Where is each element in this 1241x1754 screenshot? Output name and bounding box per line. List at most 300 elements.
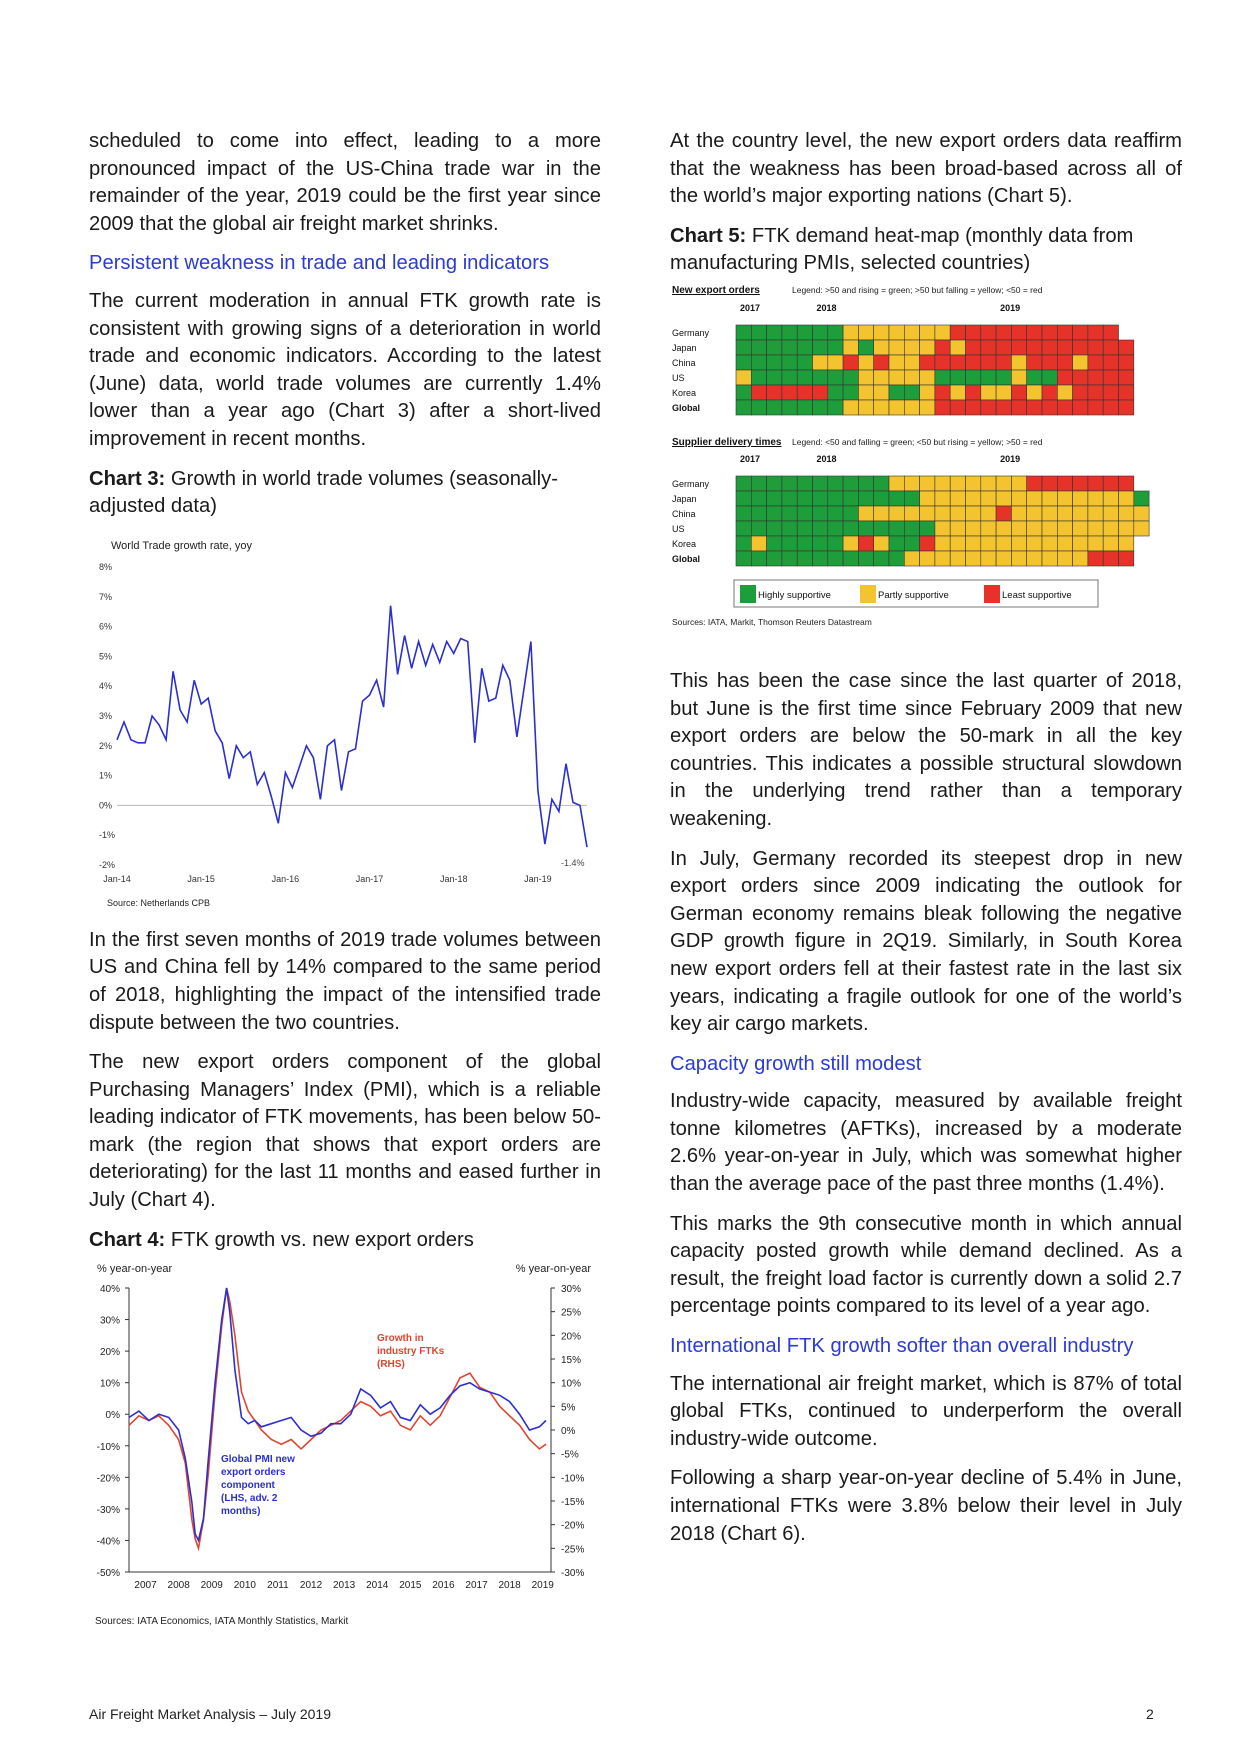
heat-cell [966,536,981,551]
heat-cell [1027,551,1042,566]
heat-cell [782,476,797,491]
paragraph: Following a sharp year-on-year decline of 5.4% in June, international FTKs were 3.8% below their level in July 2018 (Chart 6). [670,1467,1182,1545]
heat-cell [889,370,904,385]
heat-cell [1057,355,1072,370]
heat-cell [874,400,889,415]
chart-label: Chart 3: [89,467,166,490]
heat-cell [1027,506,1042,521]
heat-cell [858,536,873,551]
heat-cell [858,325,873,340]
heat-cell [935,491,950,506]
heat-cell [858,370,873,385]
section-heading: Persistent weakness in trade and leading indicators [89,252,550,275]
heat-cell [874,491,889,506]
x-tick-label: 2019 [531,1580,554,1592]
heat-cell [1027,521,1042,536]
heat-cell [1027,355,1042,370]
x-tick-label: 2018 [498,1580,521,1592]
x-tick-label: 2015 [399,1580,422,1592]
panel-legend: Legend: >50 and rising = green; >50 but falling = yellow; <50 = red [792,284,1043,295]
year-label: 2019 [1000,453,1021,464]
heat-cell [950,355,965,370]
heat-cell [782,551,797,566]
y-tick-label: 3% [99,710,113,721]
legend-label: Highly supportive [758,589,831,601]
heat-cell [828,325,843,340]
heat-cell [828,385,843,400]
heat-cell [889,506,904,521]
x-tick-label: 2012 [299,1580,323,1592]
heat-cell [1042,491,1057,506]
heat-cell [966,385,981,400]
heat-cell [920,536,935,551]
heat-cell [1088,385,1103,400]
heat-cell [1088,521,1103,536]
heat-cell [889,355,904,370]
heat-map-legend [734,580,1098,607]
heat-cell [1088,491,1103,506]
heat-cell [981,355,996,370]
x-tick-label: 2011 [267,1580,289,1592]
heat-cell [935,536,950,551]
heat-cell [736,491,751,506]
chart-3-world-trade [89,525,601,915]
heat-cell [1057,385,1072,400]
y-tick-label-right: -30% [561,1568,585,1580]
y-tick-label-right: -25% [561,1544,585,1556]
heat-cell [966,506,981,521]
heat-cell [782,370,797,385]
heat-cell [813,536,828,551]
trade-growth-line [117,605,587,846]
heat-cell [828,340,843,355]
blue-label-line: months) [221,1506,261,1518]
heat-cell [751,476,766,491]
heat-cell [1042,551,1057,566]
heat-cell [751,400,766,415]
heat-cell [981,385,996,400]
row-label: US [672,372,685,383]
heat-cell [813,476,828,491]
heat-cell [966,355,981,370]
heat-cell [935,385,950,400]
heat-cell [981,325,996,340]
y-tick-label-right: -20% [561,1520,585,1532]
y-tick-label: 0% [99,800,113,811]
blue-label-line: export orders [221,1467,286,1479]
heat-cell [874,340,889,355]
heat-cell [767,521,782,536]
heat-cell [1073,340,1088,355]
chart-source: Sources: IATA, Markit, Thomson Reuters Datastream [672,616,872,627]
heat-cell [1073,325,1088,340]
x-tick-label: 2013 [333,1580,356,1592]
heat-cell [920,355,935,370]
heat-cell [843,506,858,521]
heat-cell [751,370,766,385]
heat-cell [1073,355,1088,370]
heat-cell [950,476,965,491]
heat-cell [1119,521,1134,536]
heat-cell [1103,355,1118,370]
heat-cell [874,551,889,566]
year-label: 2018 [816,302,837,313]
row-label: Germany [672,478,710,489]
heat-cell [1119,400,1134,415]
chart-3-caption [89,466,601,521]
heat-cell [782,521,797,536]
heat-cell [1011,506,1026,521]
heat-cell [1027,385,1042,400]
heat-cell [996,491,1011,506]
heat-cell [935,551,950,566]
legend-label: Partly supportive [878,589,949,601]
heat-cell [996,385,1011,400]
blue-series-label [221,1454,295,1517]
heat-cell [1073,385,1088,400]
y-tick-label-left: -10% [96,1442,120,1454]
heat-cell [797,476,812,491]
heat-cell [813,370,828,385]
x-tick-label: Jan-15 [187,873,215,884]
heat-cell [1011,536,1026,551]
paragraph: The current moderation in annual FTK growth rate is consistent with growing signs of a deterioration in world trade and economic indicators. According to the latest (June) data, world trade volumes are currently 1.4% lower than a year ago (Chart 3) after a short-lived improvement in recent months. [89,289,601,450]
heat-cell [950,551,965,566]
x-tick-label: Jan-18 [439,873,468,884]
heat-cell [920,506,935,521]
y-tick-label-right: -15% [561,1497,585,1509]
heat-cell [1042,506,1057,521]
heat-cell [920,340,935,355]
heat-cell [1042,325,1057,340]
heat-cell [1088,551,1103,566]
legend-swatch-yellow [860,585,876,603]
heat-cell [782,400,797,415]
heat-cell [843,521,858,536]
heat-cell [751,551,766,566]
row-label: Global [672,553,701,564]
y-tick-label: 7% [99,591,113,602]
heat-cell [797,340,812,355]
heat-cell [736,476,751,491]
heat-cell [1103,521,1118,536]
legend-label: Least supportive [1002,589,1072,601]
heat-cell [950,491,965,506]
heat-cell [1057,506,1072,521]
heat-cell [767,491,782,506]
heat-cell [1103,400,1118,415]
heat-cell [1027,536,1042,551]
heat-cell [981,340,996,355]
heat-cell [736,551,751,566]
heat-cell [1134,491,1149,506]
heat-cell [1011,340,1026,355]
heat-cell [1011,551,1026,566]
y-tick-label-left: 10% [99,1378,120,1390]
heat-cell [889,521,904,536]
heat-cell [889,491,904,506]
heat-cell [813,551,828,566]
heat-cell [767,476,782,491]
heat-cell [966,325,981,340]
heat-cell [813,385,828,400]
heat-cell [736,385,751,400]
heat-cell [782,340,797,355]
paragraph: In the first seven months of 2019 trade volumes between US and China fell by 14% compared to the same period of 2018, highlighting the impact of the intensified trade dispute between the two countries. [89,928,601,1034]
heat-cell [767,325,782,340]
heat-cell [874,325,889,340]
heat-cell [843,385,858,400]
heat-cell [889,340,904,355]
y-tick-label: 1% [99,770,113,781]
heat-cell [874,506,889,521]
legend-swatch-green [740,585,756,603]
heat-cell [1103,491,1118,506]
heat-cell [996,400,1011,415]
x-tick-label: Jan-14 [103,873,131,884]
heat-cell [797,370,812,385]
heat-cell [966,400,981,415]
heat-cell [981,521,996,536]
heat-cell [843,325,858,340]
row-label: China [672,508,696,519]
panel-title: New export orders [672,284,760,296]
y-tick-label-left: 40% [99,1284,120,1296]
heat-cell [889,385,904,400]
chart-4-caption [89,1227,601,1255]
heat-cell [1057,551,1072,566]
heat-cell [843,370,858,385]
year-label: 2017 [740,302,761,313]
heat-cell [797,506,812,521]
heat-cell [1103,476,1118,491]
heat-cell [1119,370,1134,385]
heat-cell [981,400,996,415]
heat-cell [950,385,965,400]
heat-cell [828,536,843,551]
heat-cell [966,551,981,566]
footer-title: Air Freight Market Analysis – July 2019 [89,1706,331,1722]
heat-cell [751,355,766,370]
heat-cell [1042,385,1057,400]
heat-cell [1119,385,1134,400]
heat-cell [1042,521,1057,536]
heat-cell [1119,536,1134,551]
heat-cell [767,551,782,566]
x-tick-label: 2014 [366,1580,389,1592]
pmi-export-orders-line [129,1288,546,1540]
heat-cell [935,400,950,415]
heat-cell [920,400,935,415]
y-tick-label: -1% [99,829,116,840]
heat-cell [1103,506,1118,521]
heat-cell [874,355,889,370]
y-tick-label-right: 15% [561,1355,582,1367]
heat-cell [858,385,873,400]
heat-cell [1088,340,1103,355]
y-tick-label-right: 20% [561,1331,582,1343]
heat-cell [966,370,981,385]
heat-cell [1042,340,1057,355]
legend-swatch-red [984,585,1000,603]
y-tick-label-right: -5% [561,1449,579,1461]
heat-cell [1103,536,1118,551]
heat-cell [1103,551,1118,566]
y-tick-label-right: 5% [561,1402,576,1414]
heat-cell [904,370,919,385]
page-number: 2 [1146,1706,1154,1722]
heat-cell [797,491,812,506]
heat-cell [935,476,950,491]
red-series-label [377,1333,445,1370]
heat-cell [889,551,904,566]
heat-cell [904,385,919,400]
heat-cell [813,325,828,340]
heat-cell [889,400,904,415]
heat-cell [797,536,812,551]
heat-cell [751,506,766,521]
blue-label-line: Global PMI new [221,1454,295,1466]
heat-cell [981,506,996,521]
y-tick-label-right: 30% [561,1284,582,1296]
heat-cell [874,536,889,551]
paragraph: This marks the 9th consecutive month in which annual capacity posted growth while demand declined. As a result, the freight load factor is currently down a solid 2.7 percentage points compared to its level of a year ago. [670,1212,1182,1318]
heat-cell [966,491,981,506]
heat-cell [1134,521,1149,536]
heat-cell [1011,476,1026,491]
heat-cell [813,400,828,415]
heat-cell [1027,476,1042,491]
chart-title: Growth in world trade volumes (seasonally-adjusted data) [89,467,558,518]
heat-cell [767,340,782,355]
heat-cell [736,521,751,536]
section-heading: International FTK growth softer than overall industry [670,1335,1134,1358]
heat-cell [1042,355,1057,370]
heat-cell [1119,340,1134,355]
heat-cell [797,400,812,415]
heat-cell [1088,370,1103,385]
heat-cell [797,521,812,536]
heat-cell [904,551,919,566]
heat-cell [1088,476,1103,491]
heat-cell [935,340,950,355]
heat-cell [920,325,935,340]
heat-cell [858,506,873,521]
heat-cell [1057,400,1072,415]
heat-cell [1057,370,1072,385]
y-tick-label: 5% [99,651,113,662]
row-label: Japan [672,493,697,504]
heat-cell [736,400,751,415]
heat-cell [1042,400,1057,415]
heat-cell [950,325,965,340]
heat-cell [966,476,981,491]
heat-cell [828,400,843,415]
row-label: Korea [672,387,697,398]
heat-cell [858,476,873,491]
heat-cell [904,521,919,536]
heat-cell [950,370,965,385]
heat-cell [1103,370,1118,385]
chart-5-caption [670,223,1182,278]
year-label: 2018 [816,453,837,464]
heat-cell [935,325,950,340]
chart-title: FTK growth vs. new export orders [165,1228,474,1251]
heat-cell [797,385,812,400]
heat-cell [996,551,1011,566]
row-label: US [672,523,685,534]
heat-cell [1011,385,1026,400]
heat-cell [813,355,828,370]
heat-cell [1057,536,1072,551]
heat-cell [904,340,919,355]
y-tick-label-left: 30% [99,1315,120,1327]
heat-cell [751,521,766,536]
heat-cell [813,491,828,506]
heat-cell [828,355,843,370]
heat-cell [1073,551,1088,566]
heat-cell [858,551,873,566]
heat-cell [904,325,919,340]
red-label-line: industry FTKs [377,1346,445,1358]
heat-cell [1027,325,1042,340]
red-label-line: Growth in [377,1333,424,1345]
right-column [670,128,1182,1560]
chart-source: Source: Netherlands CPB [107,897,211,908]
heat-cell [736,536,751,551]
x-tick-label: Jan-16 [271,873,300,884]
heat-cell [751,491,766,506]
heat-cell [828,476,843,491]
heat-cell [904,476,919,491]
heat-cell [1057,325,1072,340]
x-tick-label: 2016 [432,1580,455,1592]
heat-cell [920,476,935,491]
heat-cell [843,536,858,551]
heat-cell [782,355,797,370]
heat-cell [1011,370,1026,385]
chart-title: FTK demand heat-map (monthly data from manufacturing PMIs, selected countries) [670,224,1134,275]
heat-cell [935,370,950,385]
heat-cell [736,325,751,340]
heat-cell [828,491,843,506]
heat-cell [1042,536,1057,551]
heat-cell [950,506,965,521]
heat-cell [950,521,965,536]
heat-cell [920,521,935,536]
heat-cell [782,506,797,521]
row-label: Germany [672,327,710,338]
heat-cell [981,491,996,506]
heat-cell [1011,355,1026,370]
y-tick-label-left: -50% [96,1568,120,1580]
heat-cell [1088,325,1103,340]
heat-cell [736,506,751,521]
heat-cell [782,385,797,400]
panel-title: Supplier delivery times [672,436,782,448]
heat-cell [1057,476,1072,491]
heat-cell [843,476,858,491]
heat-cell [1088,355,1103,370]
heat-cell [874,370,889,385]
row-label: Japan [672,342,697,353]
heat-cell [920,385,935,400]
y-tick-label-right: 25% [561,1307,582,1319]
chart-title: World Trade growth rate, yoy [111,539,253,552]
heat-cell [767,355,782,370]
heat-cell [950,536,965,551]
x-tick-label: 2010 [233,1580,256,1592]
